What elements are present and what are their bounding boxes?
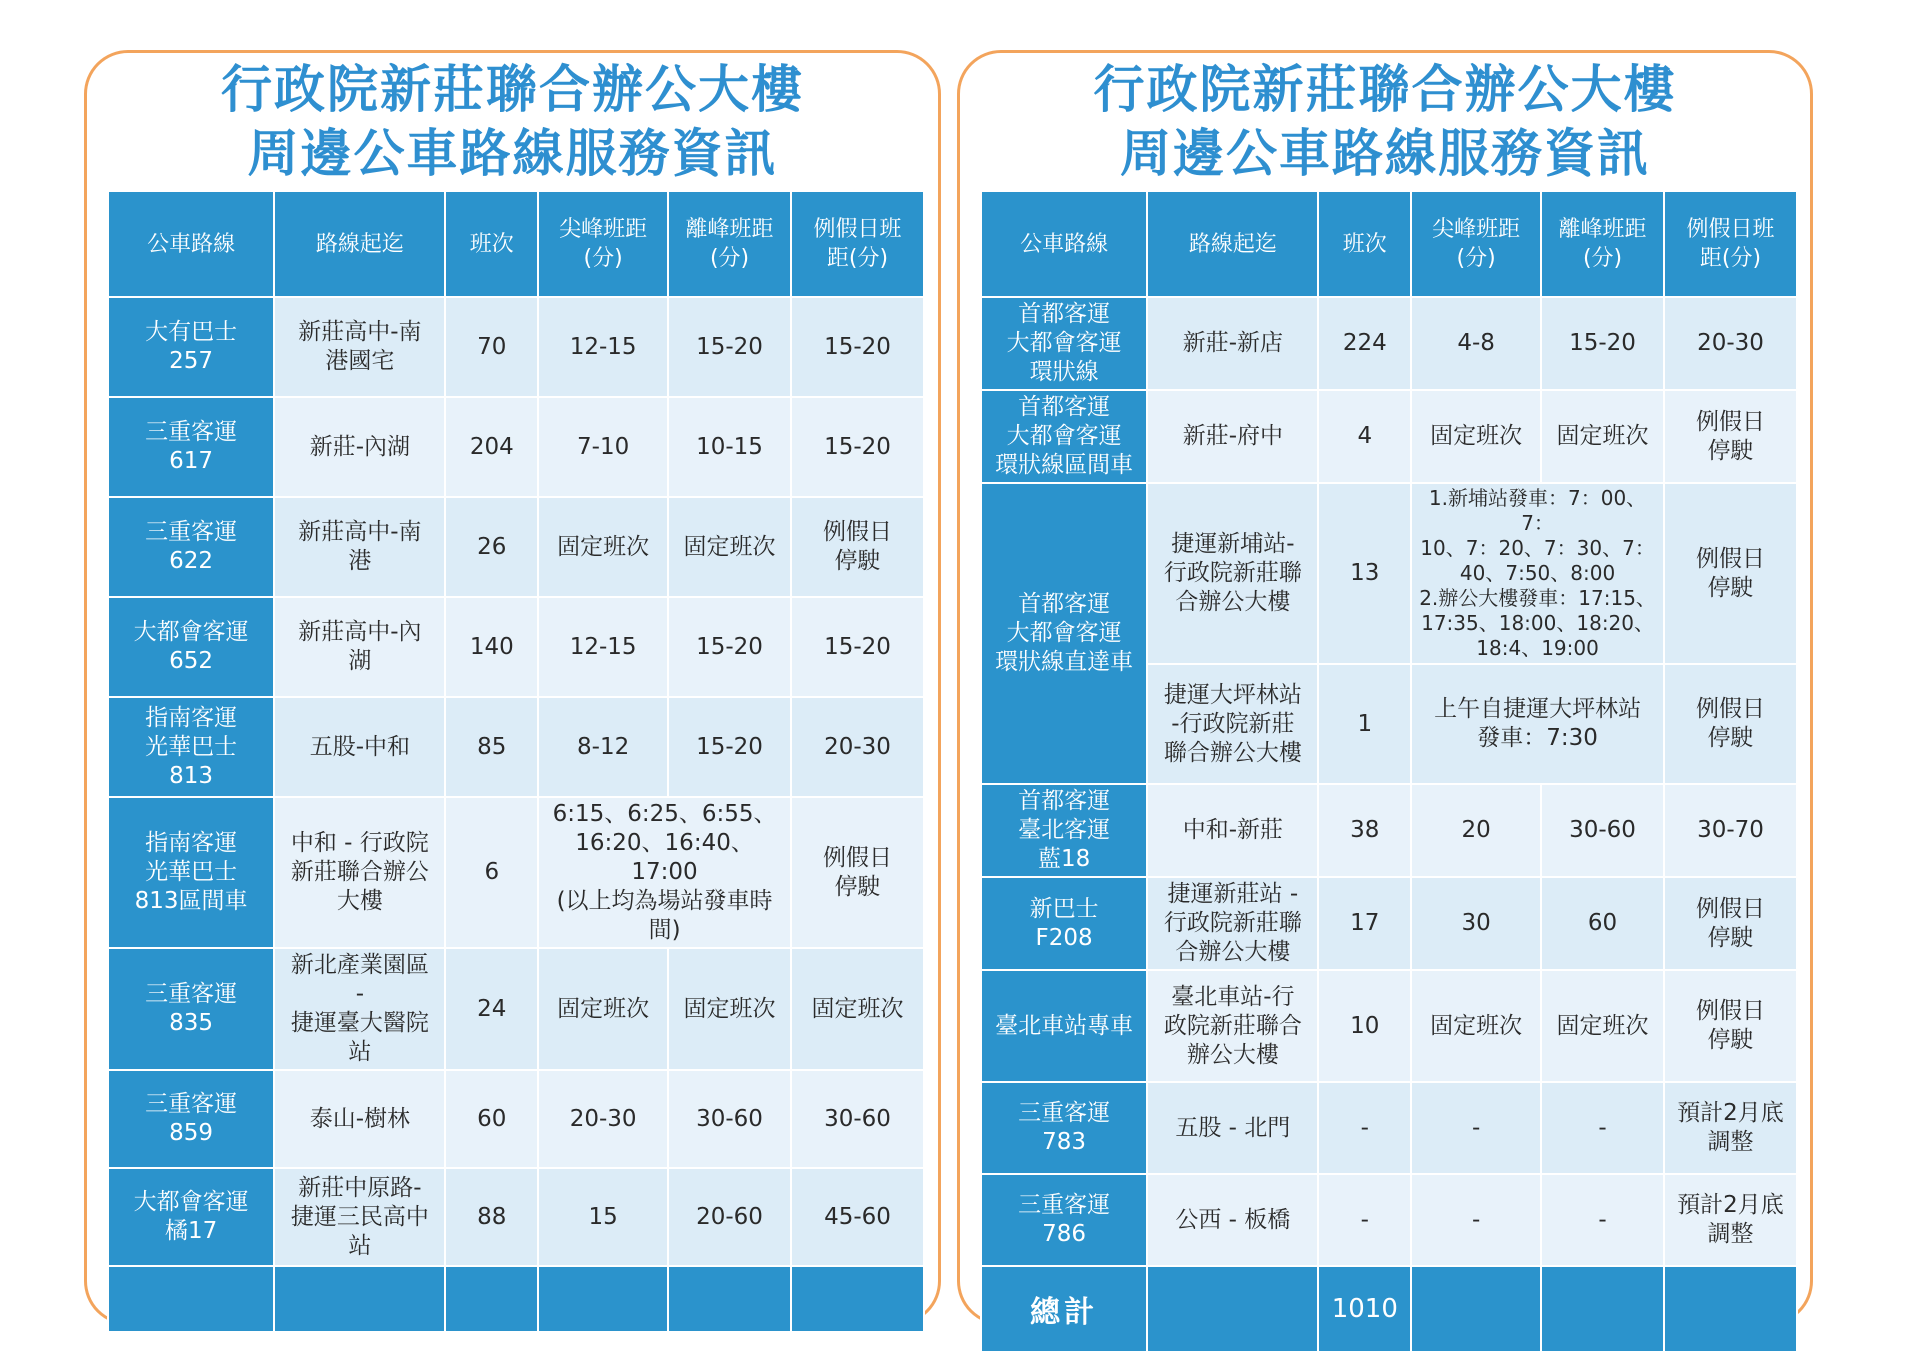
route-span: 新莊-府中: [1147, 390, 1318, 483]
table-row: [108, 1070, 924, 1168]
route-span: 捷運大坪林站 -行政院新莊 聯合辦公大樓: [1147, 664, 1318, 784]
route-peak: 20: [1411, 784, 1541, 877]
footer-cell: [791, 1266, 924, 1332]
route-offpeak: 30-60: [1541, 784, 1664, 877]
title-line-1: 行政院新莊聯合辦公大樓: [1093, 61, 1677, 120]
route-trips: -: [1318, 1082, 1411, 1174]
route-peak: 8-12: [538, 697, 668, 797]
table-row: [108, 1168, 924, 1266]
route-span: 新莊高中-內 湖: [274, 597, 445, 697]
route-span: 新莊中原路- 捷運三民高中 站: [274, 1168, 445, 1266]
route-trips: 60: [445, 1070, 538, 1168]
route-offpeak: 固定班次: [1541, 390, 1664, 483]
route-span: 新莊-內湖: [274, 397, 445, 497]
header-peak: 尖峰班距 (分): [1411, 191, 1541, 297]
route-schedule-note: 6:15、6:25、6:55、 16:20、16:40、 17:00 (以上均為場站發車時 間): [538, 797, 791, 948]
footer-cell: [108, 1266, 274, 1332]
route-holiday: 例假日 停駛: [1664, 390, 1797, 483]
route-offpeak: 30-60: [668, 1070, 791, 1168]
route-offpeak: 20-60: [668, 1168, 791, 1266]
route-offpeak: 固定班次: [1541, 970, 1664, 1082]
header-trips: 班次: [445, 191, 538, 297]
table-row: [981, 784, 1797, 877]
route-holiday: 15-20: [791, 297, 924, 397]
bus-table-left: [107, 190, 925, 1333]
route-trips: 38: [1318, 784, 1411, 877]
route-peak: 固定班次: [1411, 390, 1541, 483]
title-line-2: 周邊公車路線服務資訊: [247, 125, 778, 184]
footer-cell: [274, 1266, 445, 1332]
route-holiday: 20-30: [1664, 297, 1797, 390]
route-peak: 7-10: [538, 397, 668, 497]
route-holiday: 預計2月底 調整: [1664, 1174, 1797, 1266]
footer-cell: [445, 1266, 538, 1332]
route-offpeak: 15-20: [668, 297, 791, 397]
route-name: 新巴士 F208: [981, 877, 1147, 970]
route-name: 大都會客運 橘17: [108, 1168, 274, 1266]
route-span: 新莊-新店: [1147, 297, 1318, 390]
route-name: 三重客運 786: [981, 1174, 1147, 1266]
header-route: 公車路線: [108, 191, 274, 297]
route-span: 泰山-樹林: [274, 1070, 445, 1168]
route-holiday: 例假日 停駛: [791, 497, 924, 597]
header-span: 路線起迄: [1147, 191, 1318, 297]
table-row: [981, 877, 1797, 970]
route-holiday: 15-20: [791, 597, 924, 697]
route-name: 首都客運 臺北客運 藍18: [981, 784, 1147, 877]
right-panel: [957, 50, 1813, 1330]
header-offpeak: 離峰班距 (分): [1541, 191, 1664, 297]
route-offpeak: 10-15: [668, 397, 791, 497]
table-row: [981, 390, 1797, 483]
table-row: [108, 797, 924, 948]
footer-cell: [538, 1266, 668, 1332]
route-peak: 4-8: [1411, 297, 1541, 390]
route-span: 五股 - 北門: [1147, 1082, 1318, 1174]
route-trips: 85: [445, 697, 538, 797]
route-offpeak: 固定班次: [668, 948, 791, 1070]
route-span: 新北產業園區 - 捷運臺大醫院 站: [274, 948, 445, 1070]
table-row: [108, 297, 924, 397]
route-trips: 1: [1318, 664, 1411, 784]
table-row: [108, 948, 924, 1070]
route-holiday: 固定班次: [791, 948, 924, 1070]
table-row: [981, 483, 1797, 664]
header-offpeak: 離峰班距 (分): [668, 191, 791, 297]
route-schedule-note: 1.新埔站發車：7：00、7： 10、7：20、7：30、7： 40、7:50、8:00 2.辦公大樓發車：17:15、 17:35、18:00、18:20、 18:4、19:00: [1411, 483, 1664, 664]
title-line-2: 周邊公車路線服務資訊: [1119, 125, 1650, 184]
route-name: 三重客運 617: [108, 397, 274, 497]
route-peak: 固定班次: [538, 948, 668, 1070]
route-trips: 10: [1318, 970, 1411, 1082]
route-trips: 26: [445, 497, 538, 597]
route-span: 捷運新莊站 - 行政院新莊聯 合辦公大樓: [1147, 877, 1318, 970]
route-offpeak: 15-20: [1541, 297, 1664, 390]
header-row: [981, 191, 1797, 297]
route-peak: 12-15: [538, 597, 668, 697]
total-row: [981, 1266, 1797, 1352]
route-peak: 30: [1411, 877, 1541, 970]
footer-cell: [1541, 1266, 1664, 1352]
header-peak: 尖峰班距 (分): [538, 191, 668, 297]
route-offpeak: 15-20: [668, 697, 791, 797]
header-route: 公車路線: [981, 191, 1147, 297]
table-row: [108, 397, 924, 497]
route-peak: 15: [538, 1168, 668, 1266]
route-trips: 88: [445, 1168, 538, 1266]
route-peak: 固定班次: [1411, 970, 1541, 1082]
footer-cell: [668, 1266, 791, 1332]
table-row: [108, 497, 924, 597]
route-name: 大都會客運 652: [108, 597, 274, 697]
route-offpeak: 15-20: [668, 597, 791, 697]
route-holiday: 例假日 停駛: [1664, 483, 1797, 664]
bus-table-right: [980, 190, 1798, 1353]
route-name: 首都客運 大都會客運 環狀線區間車: [981, 390, 1147, 483]
route-trips: 140: [445, 597, 538, 697]
route-name: 臺北車站專車: [981, 970, 1147, 1082]
route-holiday: 45-60: [791, 1168, 924, 1266]
route-span: 公西 - 板橋: [1147, 1174, 1318, 1266]
left-panel: [84, 50, 941, 1325]
route-trips: 6: [445, 797, 538, 948]
route-holiday: 例假日 停駛: [1664, 664, 1797, 784]
route-name: 三重客運 835: [108, 948, 274, 1070]
footer-cell: [1147, 1266, 1318, 1352]
route-trips: -: [1318, 1174, 1411, 1266]
total-value: 1010: [1318, 1266, 1411, 1352]
route-trips: 24: [445, 948, 538, 1070]
route-trips: 224: [1318, 297, 1411, 390]
route-holiday: 30-60: [791, 1070, 924, 1168]
route-span: 新莊高中-南 港國宅: [274, 297, 445, 397]
route-holiday: 30-70: [1664, 784, 1797, 877]
route-span: 中和 - 行政院 新莊聯合辦公 大樓: [274, 797, 445, 948]
route-trips: 4: [1318, 390, 1411, 483]
header-holiday: 例假日班 距(分): [791, 191, 924, 297]
route-peak: 12-15: [538, 297, 668, 397]
route-offpeak: 固定班次: [668, 497, 791, 597]
header-span: 路線起迄: [274, 191, 445, 297]
route-schedule-note: 上午自捷運大坪林站 發車：7:30: [1411, 664, 1664, 784]
table-row: [108, 597, 924, 697]
header-row: [108, 191, 924, 297]
table-row: [981, 1174, 1797, 1266]
route-holiday: 例假日 停駛: [791, 797, 924, 948]
route-trips: 17: [1318, 877, 1411, 970]
route-name: 三重客運 622: [108, 497, 274, 597]
route-holiday: 15-20: [791, 397, 924, 497]
route-peak: -: [1411, 1082, 1541, 1174]
route-offpeak: 60: [1541, 877, 1664, 970]
route-peak: -: [1411, 1174, 1541, 1266]
table-footer-row: [108, 1266, 924, 1332]
route-trips: 13: [1318, 483, 1411, 664]
route-name: 首都客運 大都會客運 環狀線: [981, 297, 1147, 390]
route-peak: 固定班次: [538, 497, 668, 597]
route-span: 中和-新莊: [1147, 784, 1318, 877]
route-name: 大有巴士 257: [108, 297, 274, 397]
route-trips: 204: [445, 397, 538, 497]
title-line-1: 行政院新莊聯合辦公大樓: [220, 61, 804, 120]
panel-title: [87, 59, 938, 187]
route-name: 指南客運 光華巴士 813區間車: [108, 797, 274, 948]
route-span: 五股-中和: [274, 697, 445, 797]
route-holiday: 例假日 停駛: [1664, 877, 1797, 970]
route-name: 首都客運 大都會客運 環狀線直達車: [981, 483, 1147, 784]
footer-cell: [1664, 1266, 1797, 1352]
table-row: [981, 1082, 1797, 1174]
table-row: [981, 297, 1797, 390]
route-offpeak: -: [1541, 1082, 1664, 1174]
route-name: 指南客運 光華巴士 813: [108, 697, 274, 797]
table-row: [108, 697, 924, 797]
header-trips: 班次: [1318, 191, 1411, 297]
route-peak: 20-30: [538, 1070, 668, 1168]
panel-title: [960, 59, 1810, 187]
route-holiday: 20-30: [791, 697, 924, 797]
header-holiday: 例假日班 距(分): [1664, 191, 1797, 297]
footer-cell: [1411, 1266, 1541, 1352]
route-holiday: 例假日 停駛: [1664, 970, 1797, 1082]
route-name: 三重客運 783: [981, 1082, 1147, 1174]
route-holiday: 預計2月底 調整: [1664, 1082, 1797, 1174]
route-name: 三重客運 859: [108, 1070, 274, 1168]
route-span: 臺北車站-行 政院新莊聯合 辦公大樓: [1147, 970, 1318, 1082]
route-span: 捷運新埔站- 行政院新莊聯 合辦公大樓: [1147, 483, 1318, 664]
route-offpeak: -: [1541, 1174, 1664, 1266]
route-span: 新莊高中-南 港: [274, 497, 445, 597]
total-label: 總計: [981, 1266, 1147, 1352]
table-row: [981, 970, 1797, 1082]
route-trips: 70: [445, 297, 538, 397]
